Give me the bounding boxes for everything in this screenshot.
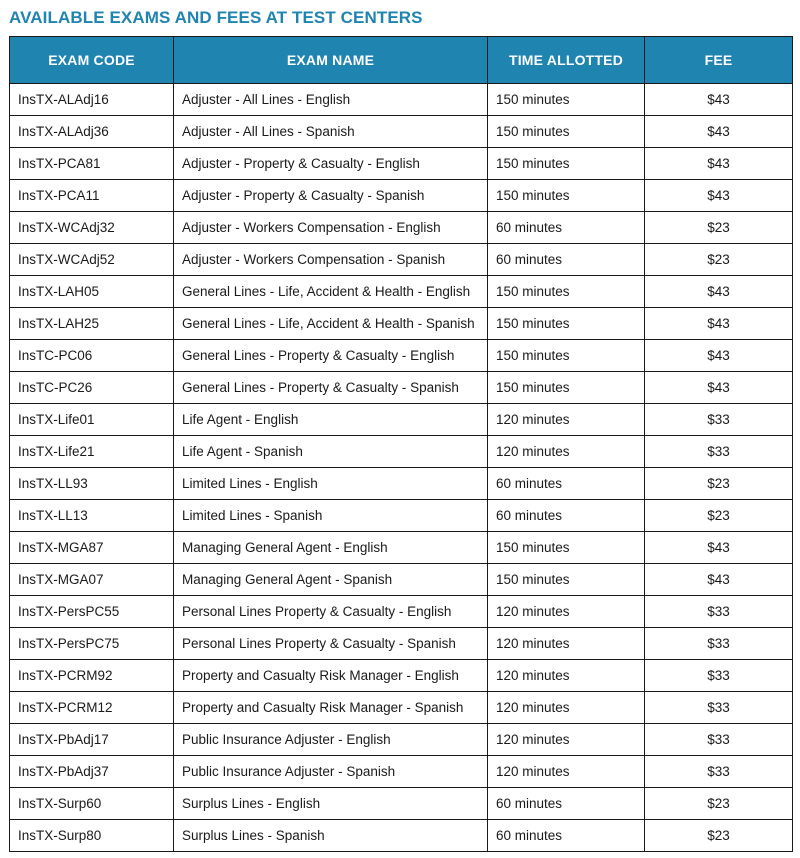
- table-row: [10, 244, 793, 276]
- exam-name-cell: General Lines - Life, Accident & Health - English: [174, 276, 488, 308]
- fee-cell: $43: [645, 180, 793, 212]
- time-allotted-cell: 120 minutes: [488, 628, 645, 660]
- time-allotted-cell: 150 minutes: [488, 180, 645, 212]
- time-allotted-cell: 120 minutes: [488, 660, 645, 692]
- exam-code-cell: InsTX-LL93: [10, 468, 174, 500]
- exam-name-cell: General Lines - Property & Casualty - English: [174, 340, 488, 372]
- column-header-exam-code: EXAM CODE: [10, 37, 174, 84]
- exam-code-cell: InsTX-Life21: [10, 436, 174, 468]
- exam-code-cell: InsTX-MGA07: [10, 564, 174, 596]
- time-allotted-cell: 150 minutes: [488, 116, 645, 148]
- time-allotted-cell: 120 minutes: [488, 596, 645, 628]
- exam-name-cell: Limited Lines - Spanish: [174, 500, 488, 532]
- column-header-exam-name: EXAM NAME: [174, 37, 488, 84]
- exam-code-cell: InsTX-Surp80: [10, 820, 174, 852]
- table-row: [10, 788, 793, 820]
- fee-cell: $43: [645, 116, 793, 148]
- table-row: [10, 756, 793, 788]
- fee-cell: $33: [645, 660, 793, 692]
- exam-name-cell: Adjuster - Workers Compensation - English: [174, 212, 488, 244]
- exam-name-cell: Public Insurance Adjuster - Spanish: [174, 756, 488, 788]
- table-row: [10, 500, 793, 532]
- table-row: [10, 212, 793, 244]
- fee-cell: $33: [645, 692, 793, 724]
- fee-cell: $43: [645, 564, 793, 596]
- table-row: [10, 692, 793, 724]
- exam-name-cell: Public Insurance Adjuster - English: [174, 724, 488, 756]
- exam-code-cell: InsTX-Surp60: [10, 788, 174, 820]
- exam-name-cell: Surplus Lines - English: [174, 788, 488, 820]
- table-row: [10, 532, 793, 564]
- fee-cell: $23: [645, 244, 793, 276]
- time-allotted-cell: 150 minutes: [488, 564, 645, 596]
- fee-cell: $23: [645, 820, 793, 852]
- fee-cell: $33: [645, 404, 793, 436]
- exam-code-cell: InsTX-ALAdj36: [10, 116, 174, 148]
- table-row: [10, 308, 793, 340]
- table-row: [10, 596, 793, 628]
- exam-code-cell: InsTX-PCA81: [10, 148, 174, 180]
- time-allotted-cell: 150 minutes: [488, 308, 645, 340]
- column-header-fee: FEE: [645, 37, 793, 84]
- exam-code-cell: InsTX-PbAdj17: [10, 724, 174, 756]
- exam-code-cell: InsTX-LAH05: [10, 276, 174, 308]
- exam-fees-table: [9, 36, 793, 852]
- table-row: [10, 276, 793, 308]
- table-row: [10, 436, 793, 468]
- exam-name-cell: Life Agent - English: [174, 404, 488, 436]
- fee-cell: $33: [645, 628, 793, 660]
- table-row: [10, 820, 793, 852]
- time-allotted-cell: 120 minutes: [488, 404, 645, 436]
- exam-name-cell: Managing General Agent - Spanish: [174, 564, 488, 596]
- fee-cell: $33: [645, 596, 793, 628]
- exam-name-cell: Surplus Lines - Spanish: [174, 820, 488, 852]
- exam-code-cell: InsTX-MGA87: [10, 532, 174, 564]
- time-allotted-cell: 60 minutes: [488, 244, 645, 276]
- time-allotted-cell: 150 minutes: [488, 84, 645, 116]
- table-row: [10, 404, 793, 436]
- exam-code-cell: InsTX-PCRM92: [10, 660, 174, 692]
- exam-code-cell: InsTX-PCRM12: [10, 692, 174, 724]
- fee-cell: $23: [645, 212, 793, 244]
- time-allotted-cell: 150 minutes: [488, 532, 645, 564]
- table-body: [10, 84, 793, 852]
- exam-code-cell: InsTX-PersPC55: [10, 596, 174, 628]
- table-row: [10, 180, 793, 212]
- exam-name-cell: General Lines - Property & Casualty - Spanish: [174, 372, 488, 404]
- fee-cell: $43: [645, 372, 793, 404]
- time-allotted-cell: 60 minutes: [488, 468, 645, 500]
- table-row: [10, 116, 793, 148]
- time-allotted-cell: 120 minutes: [488, 436, 645, 468]
- time-allotted-cell: 60 minutes: [488, 820, 645, 852]
- fee-cell: $33: [645, 436, 793, 468]
- exam-name-cell: Adjuster - All Lines - English: [174, 84, 488, 116]
- exam-code-cell: InsTC-PC26: [10, 372, 174, 404]
- table-header-row: [10, 37, 793, 84]
- exam-code-cell: InsTX-ALAdj16: [10, 84, 174, 116]
- table-row: [10, 724, 793, 756]
- exam-code-cell: InsTC-PC06: [10, 340, 174, 372]
- time-allotted-cell: 120 minutes: [488, 724, 645, 756]
- fee-cell: $33: [645, 724, 793, 756]
- time-allotted-cell: 60 minutes: [488, 212, 645, 244]
- time-allotted-cell: 150 minutes: [488, 340, 645, 372]
- exam-name-cell: Life Agent - Spanish: [174, 436, 488, 468]
- table-row: [10, 372, 793, 404]
- exam-code-cell: InsTX-PersPC75: [10, 628, 174, 660]
- exam-code-cell: InsTX-LL13: [10, 500, 174, 532]
- fee-cell: $43: [645, 340, 793, 372]
- exam-name-cell: Personal Lines Property & Casualty - English: [174, 596, 488, 628]
- fee-cell: $33: [645, 756, 793, 788]
- table-row: [10, 660, 793, 692]
- exam-name-cell: Adjuster - Property & Casualty - English: [174, 148, 488, 180]
- exam-code-cell: InsTX-LAH25: [10, 308, 174, 340]
- exam-name-cell: General Lines - Life, Accident & Health - Spanish: [174, 308, 488, 340]
- exam-name-cell: Adjuster - All Lines - Spanish: [174, 116, 488, 148]
- exam-name-cell: Property and Casualty Risk Manager - English: [174, 660, 488, 692]
- exam-name-cell: Personal Lines Property & Casualty - Spanish: [174, 628, 488, 660]
- fee-cell: $43: [645, 532, 793, 564]
- exam-name-cell: Limited Lines - English: [174, 468, 488, 500]
- column-header-time-allotted: TIME ALLOTTED: [488, 37, 645, 84]
- fee-cell: $43: [645, 148, 793, 180]
- table-row: [10, 148, 793, 180]
- fee-cell: $23: [645, 788, 793, 820]
- fee-cell: $23: [645, 500, 793, 532]
- exam-code-cell: InsTX-PbAdj37: [10, 756, 174, 788]
- exam-name-cell: Managing General Agent - English: [174, 532, 488, 564]
- table-row: [10, 564, 793, 596]
- exam-code-cell: InsTX-WCAdj32: [10, 212, 174, 244]
- table-row: [10, 84, 793, 116]
- fee-cell: $43: [645, 84, 793, 116]
- fee-cell: $23: [645, 468, 793, 500]
- exam-name-cell: Adjuster - Property & Casualty - Spanish: [174, 180, 488, 212]
- exam-name-cell: Adjuster - Workers Compensation - Spanish: [174, 244, 488, 276]
- fee-cell: $43: [645, 276, 793, 308]
- table-row: [10, 340, 793, 372]
- table-row: [10, 628, 793, 660]
- exam-code-cell: InsTX-PCA11: [10, 180, 174, 212]
- time-allotted-cell: 60 minutes: [488, 788, 645, 820]
- exam-name-cell: Property and Casualty Risk Manager - Spanish: [174, 692, 488, 724]
- fee-cell: $43: [645, 308, 793, 340]
- time-allotted-cell: 150 minutes: [488, 372, 645, 404]
- time-allotted-cell: 120 minutes: [488, 756, 645, 788]
- page-title: AVAILABLE EXAMS AND FEES AT TEST CENTERS: [9, 8, 423, 27]
- time-allotted-cell: 60 minutes: [488, 500, 645, 532]
- time-allotted-cell: 150 minutes: [488, 276, 645, 308]
- table-row: [10, 468, 793, 500]
- exam-code-cell: InsTX-Life01: [10, 404, 174, 436]
- time-allotted-cell: 150 minutes: [488, 148, 645, 180]
- time-allotted-cell: 120 minutes: [488, 692, 645, 724]
- exam-code-cell: InsTX-WCAdj52: [10, 244, 174, 276]
